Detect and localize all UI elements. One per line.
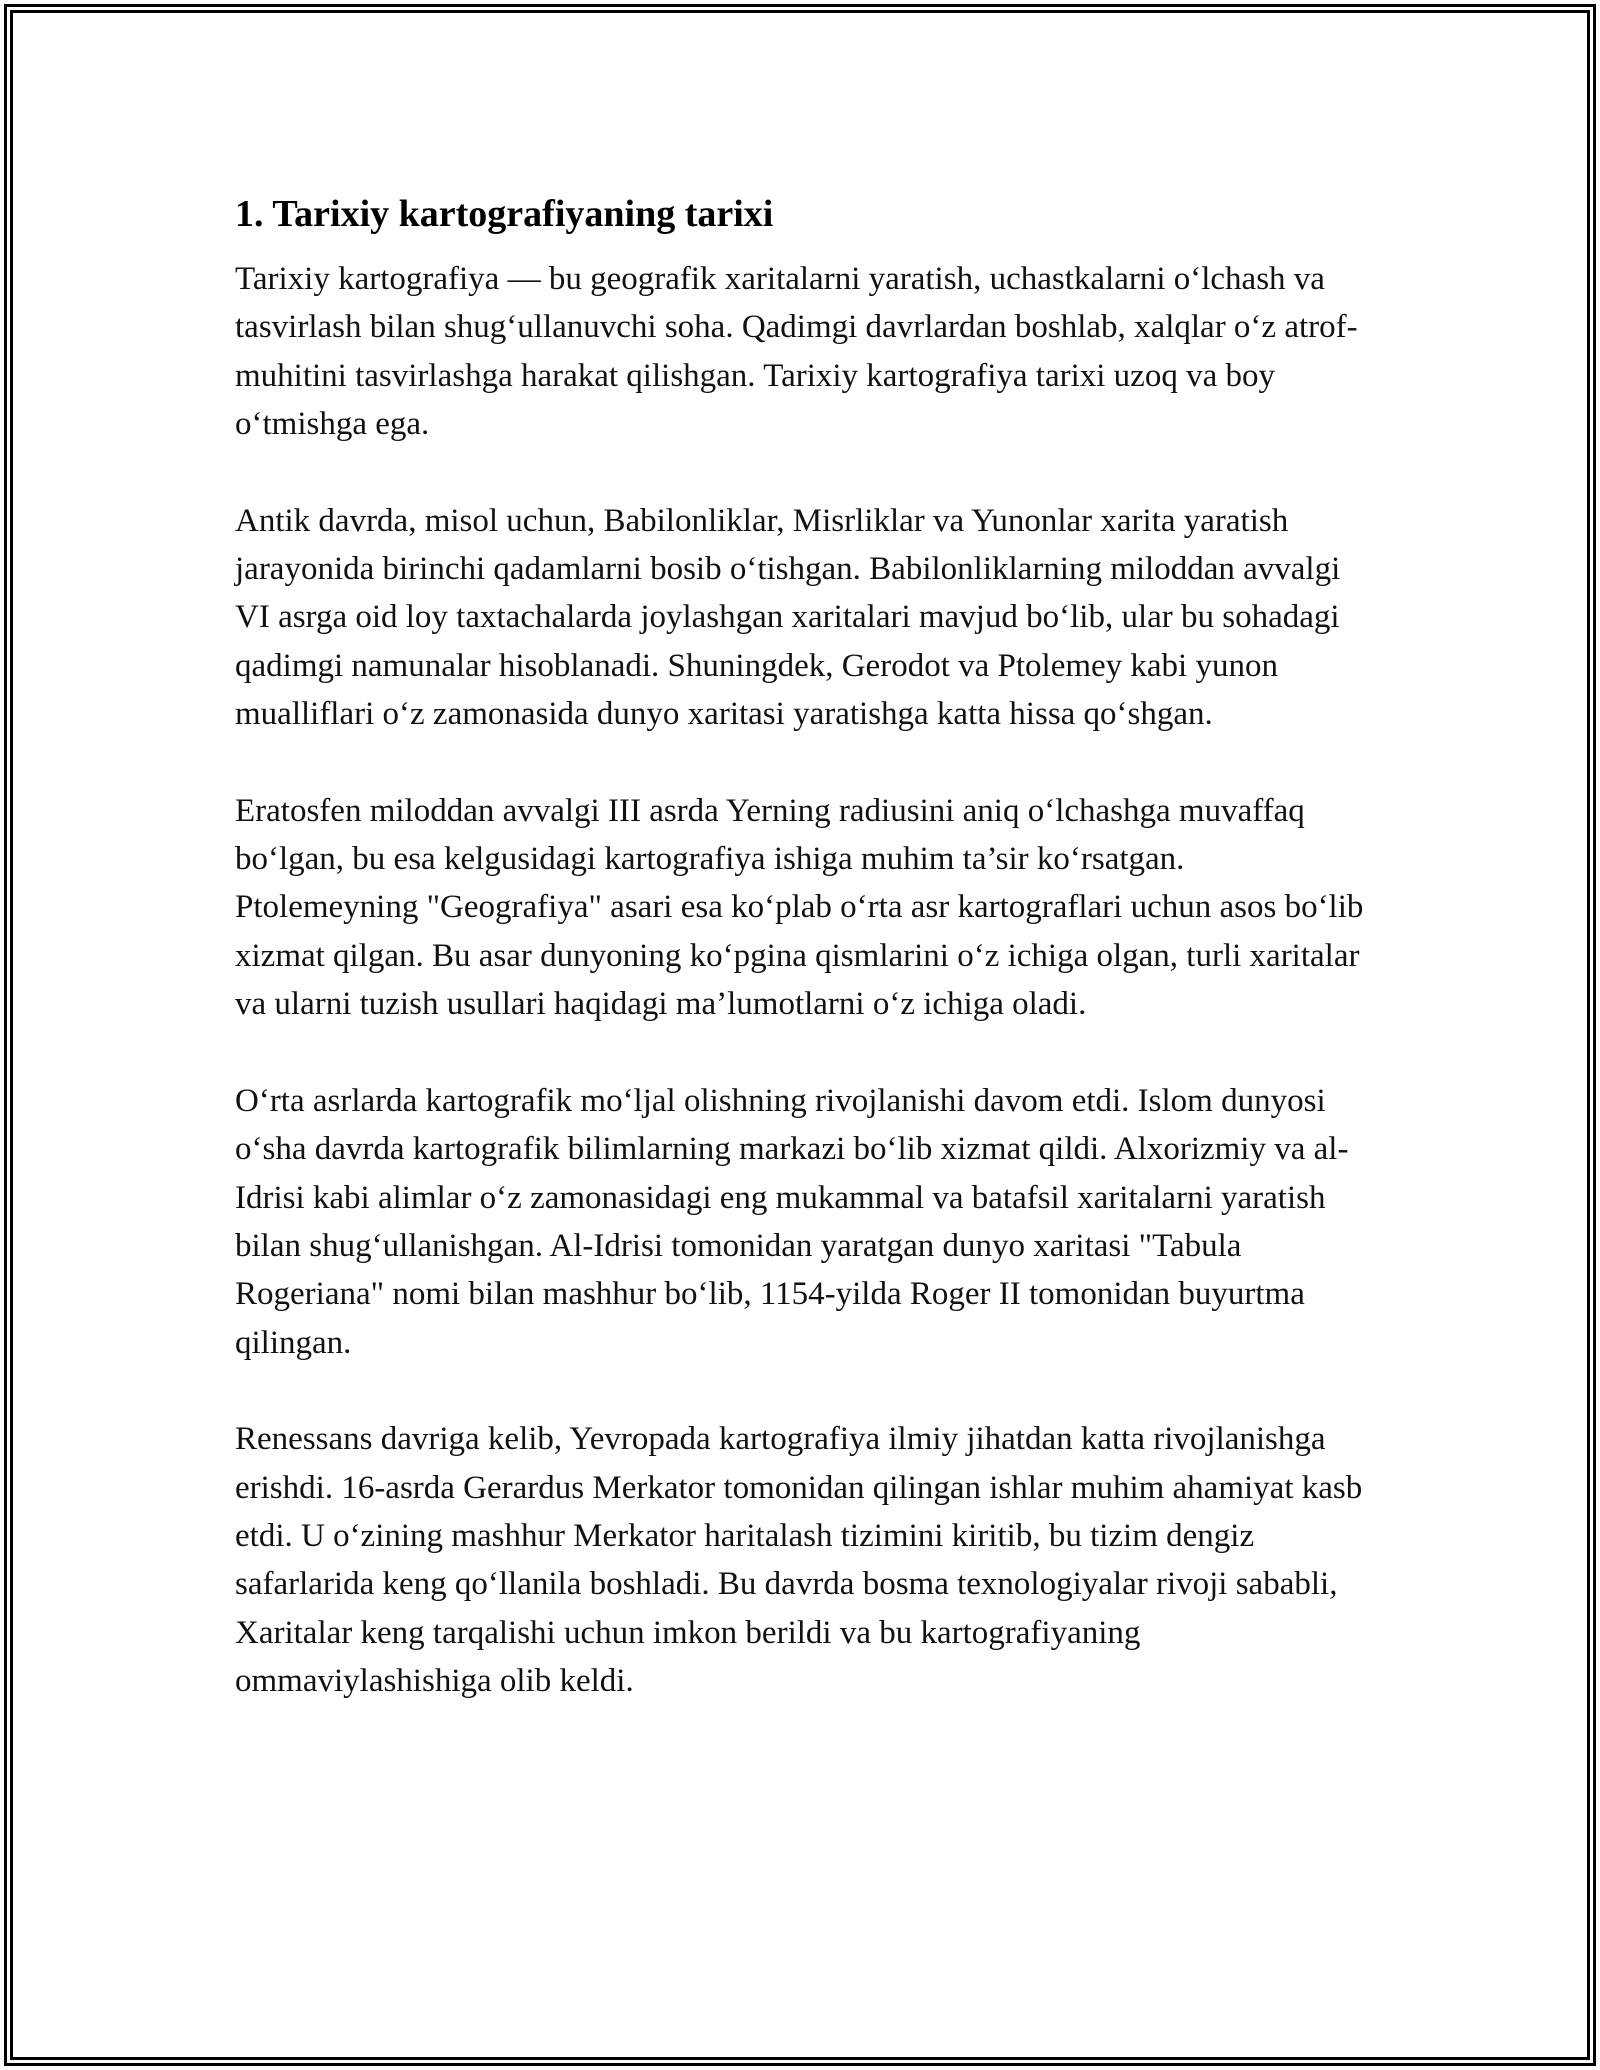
paragraph-middle-ages: O‘rta asrlarda kartografik mo‘ljal olishning rivojlanishi davom etdi. Islom dunyosi o‘sha davrda kartografik bilimlarning markazi bo‘lib xizmat qildi. Alxorizmiy va al-Idrisi kabi alimlar o‘z zamonasidagi eng mukammal va batafsil xaritalarni yaratish bilan shug‘ullanishgan. Al-Idrisi tomonidan yaratgan dunyo xaritasi "Tabula Rogeriana" nomi bilan mashhur bo‘lib, 1154-yilda Roger II tomonidan buyurtma qilingan. [235, 1082, 1349, 1361]
document-body [235, 185, 1365, 1706]
paragraph-eratosthenes: Eratosfen miloddan avvalgi III asrda Yerning radiusini aniq o‘lchashga muvaffaq bo‘lgan, bu esa kelgusidagi kartografiya ishiga muhim ta’sir ko‘rsatgan. Ptolemeyning "Geografiya" asari esa ko‘plab o‘rta asr kartograflari uchun asos bo‘lib xizmat qilgan. Bu asar dunyoning ko‘pgina qismlarini o‘z ichiga olgan, turli xaritalar va ularni tuzish usullari haqidagi ma’lumotlarni o‘z ichiga oladi. [235, 792, 1364, 1023]
paragraph-renaissance: Renessans davriga kelib, Yevropada kartografiya ilmiy jihatdan katta rivojlanishga erishdi. 16-asrda Gerardus Merkator tomonidan qilingan ishlar muhim ahamiyat kasb etdi. U o‘zining mashhur Merkator haritalash tizimini kiritib, bu tizim dengiz safarlarida keng qo‘llanila boshladi. Bu davrda bosma texnologiyalar rivoji sababli, Xaritalar keng tarqalishi uchun imkon berildi va bu kartografiyaning ommaviylashishiga olib keldi. [235, 1421, 1363, 1700]
section-title: 1. Tarixiy kartografiyaning tarixi [235, 193, 774, 235]
paragraph-antiquity: Antik davrda, misol uchun, Babilonliklar, Misrliklar va Yunonlar xarita yaratish jarayonida birinchi qadamlarni bosib o‘tishgan. Babilonliklarning miloddan avvalgi VI asrga oid loy taxtachalarda joylashgan xaritalari mavjud bo‘lib, ular bu sohadagi qadimgi namunalar hisoblanadi. Shuningdek, Gerodot va Ptolemey kabi yunon mualliflari o‘z zamonasida dunyo xaritasi yaratishga katta hissa qo‘shgan. [235, 502, 1341, 733]
paragraph-definition: Tarixiy kartografiya — bu geografik xaritalarni yaratish, uchastkalarni o‘lchash va tasvirlash bilan shug‘ullanuvchi soha. Qadimgi davrlardan boshlab, xalqlar o‘z atrof-muhitini tasvirlashga harakat qilishgan. Tarixiy kartografiya tarixi uzoq va boy o‘tmishga ega. [235, 261, 1358, 443]
